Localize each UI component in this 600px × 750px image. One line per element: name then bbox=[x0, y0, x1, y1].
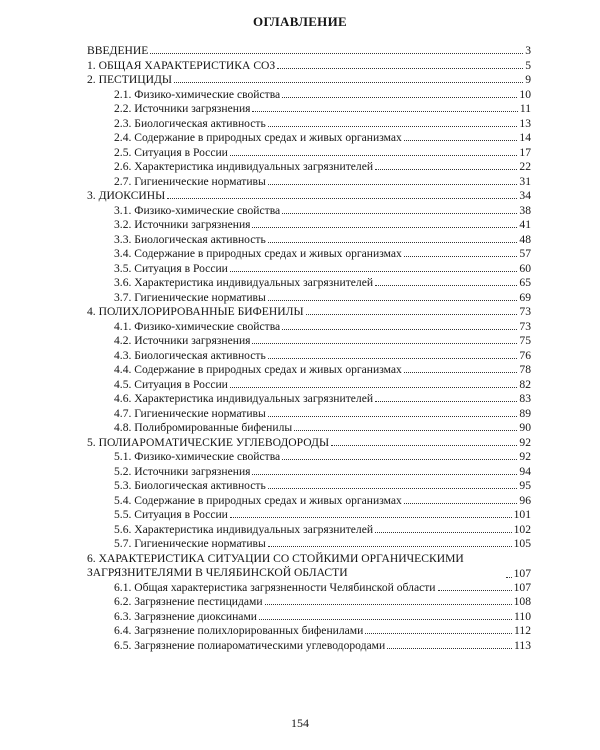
toc-entry-page: 38 bbox=[519, 203, 531, 217]
toc-entry-page: 92 bbox=[519, 435, 531, 449]
dot-leader bbox=[404, 372, 518, 373]
toc-entry-title: 3.4. Содержание в природных средах и живых организмах bbox=[114, 247, 402, 260]
toc-entry-page: 105 bbox=[513, 537, 531, 550]
toc-entry-title: 5.5. Ситуация в России bbox=[114, 508, 228, 521]
dot-leader bbox=[375, 532, 512, 533]
toc-entry-page: 73 bbox=[519, 319, 531, 333]
toc-entry-page: 22 bbox=[519, 160, 531, 173]
toc-entry-page: 108 bbox=[513, 595, 531, 608]
toc-subsection-entry[interactable] bbox=[87, 349, 531, 364]
toc-entry-title: 6.3. Загрязнение диоксинами bbox=[114, 609, 257, 623]
toc-entry-page: 112 bbox=[514, 624, 531, 637]
toc-entry-page: 48 bbox=[519, 232, 531, 246]
toc-entry-page: 14 bbox=[519, 131, 531, 144]
table-of-contents bbox=[87, 44, 531, 653]
toc-entry-page: 60 bbox=[519, 261, 531, 275]
toc-entry-title: 3.3. Биологическая активность bbox=[114, 232, 266, 246]
toc-section-entry[interactable] bbox=[87, 59, 531, 74]
toc-entry-page: 57 bbox=[519, 247, 531, 260]
toc-entry-page: 101 bbox=[513, 508, 531, 521]
toc-entry-title: 2. ПЕСТИЦИДЫ bbox=[87, 73, 173, 86]
toc-subsection-entry[interactable] bbox=[87, 523, 531, 538]
toc-entry-page: 69 bbox=[519, 290, 531, 304]
toc-entry-title: 3.1. Физико-химические свойства bbox=[114, 203, 281, 217]
dot-leader bbox=[404, 140, 518, 141]
toc-entry-page: 82 bbox=[519, 377, 531, 391]
toc-subsection-entry[interactable] bbox=[87, 160, 531, 175]
toc-subsection-entry[interactable] bbox=[87, 204, 531, 219]
toc-subsection-entry[interactable] bbox=[87, 363, 531, 378]
toc-section-entry[interactable] bbox=[87, 73, 531, 88]
toc-entry-title: 3. ДИОКСИНЫ bbox=[87, 189, 166, 202]
toc-entry-title: 2.6. Характеристика индивидуальных загрязнителей bbox=[114, 160, 374, 173]
dot-leader bbox=[282, 97, 517, 98]
dot-leader bbox=[277, 68, 523, 69]
dot-leader bbox=[268, 546, 512, 547]
dot-leader bbox=[282, 459, 517, 460]
dot-leader bbox=[404, 503, 518, 504]
dot-leader bbox=[331, 445, 517, 446]
toc-entry-page: 10 bbox=[519, 87, 531, 101]
toc-entry-title: 4.2. Источники загрязнения bbox=[114, 334, 251, 347]
toc-entry-page: 78 bbox=[519, 363, 531, 376]
dot-leader bbox=[268, 488, 518, 489]
toc-subsection-entry[interactable] bbox=[87, 494, 531, 509]
toc-entry-title: 6. ХАРАКТЕРИСТИКА СИТУАЦИИ СО СТОЙКИМИ ОРГАНИЧЕСКИМИ ЗАГРЯЗНИТЕЛЯМИ В ЧЕЛЯБИНСКОЙ ОБЛАСТИ bbox=[87, 551, 464, 579]
toc-entry-page: 107 bbox=[513, 566, 531, 580]
toc-entry-title: 5.6. Характеристика индивидуальных загрязнителей bbox=[114, 522, 374, 536]
toc-entry-page: 3 bbox=[525, 44, 531, 57]
toc-entry-title: 6.2. Загрязнение пестицидами bbox=[114, 595, 263, 608]
toc-subsection-entry[interactable] bbox=[87, 508, 531, 523]
dot-leader bbox=[252, 343, 517, 344]
toc-section-entry[interactable] bbox=[87, 305, 531, 320]
toc-subsection-entry[interactable] bbox=[87, 262, 531, 277]
dot-leader bbox=[174, 82, 523, 83]
toc-entry-title: 1. ОБЩАЯ ХАРАКТЕРИСТИКА СОЗ bbox=[87, 58, 276, 72]
toc-entry-title: 2.3. Биологическая активность bbox=[114, 116, 266, 130]
toc-subsection-entry[interactable] bbox=[87, 610, 531, 625]
toc-entry-page: 76 bbox=[519, 348, 531, 362]
dot-leader bbox=[268, 358, 518, 359]
dot-leader bbox=[365, 633, 512, 634]
toc-subsection-entry[interactable] bbox=[87, 407, 531, 422]
dot-leader bbox=[268, 184, 518, 185]
toc-entry-title: 5.1. Физико-химические свойства bbox=[114, 450, 281, 463]
toc-section-entry[interactable] bbox=[87, 436, 531, 451]
toc-entry-title: 4.6. Характеристика индивидуальных загрязнителей bbox=[114, 392, 374, 405]
toc-entry-page: 5 bbox=[525, 58, 531, 72]
dot-leader bbox=[268, 300, 518, 301]
toc-subsection-entry[interactable] bbox=[87, 146, 531, 161]
toc-entry-page: 90 bbox=[519, 421, 531, 434]
toc-entry-title: 5. ПОЛИАРОМАТИЧЕСКИЕ УГЛЕВОДОРОДЫ bbox=[87, 435, 330, 449]
toc-entry-title: 6.1. Общая характеристика загрязненности Челябинской области bbox=[114, 580, 436, 594]
toc-entry-page: 95 bbox=[519, 479, 531, 492]
toc-subsection-entry[interactable] bbox=[87, 247, 531, 262]
toc-subsection-entry[interactable] bbox=[87, 450, 531, 465]
dot-leader bbox=[230, 155, 518, 156]
dot-leader bbox=[252, 227, 517, 228]
toc-entry-page: 83 bbox=[519, 392, 531, 405]
toc-subsection-entry[interactable] bbox=[87, 421, 531, 436]
toc-subsection-entry[interactable] bbox=[87, 595, 531, 610]
toc-entry-page: 92 bbox=[519, 450, 531, 463]
page-title: ОГЛАВЛЕНИЕ bbox=[253, 14, 347, 29]
dot-leader bbox=[167, 198, 517, 199]
toc-entry-title: 3.6. Характеристика индивидуальных загрязнителей bbox=[114, 276, 374, 289]
dot-leader bbox=[268, 126, 518, 127]
toc-entry-title: 5.4. Содержание в природных средах и живых организмах bbox=[114, 493, 402, 507]
toc-entry-page: 65 bbox=[519, 276, 531, 289]
toc-subsection-entry[interactable] bbox=[87, 581, 531, 596]
dot-leader bbox=[306, 314, 518, 315]
dot-leader bbox=[282, 329, 517, 330]
toc-entry-page: 96 bbox=[519, 493, 531, 507]
toc-entry-title: 4.8. Полибромированные бифенилы bbox=[114, 421, 293, 434]
toc-subsection-entry[interactable] bbox=[87, 276, 531, 291]
toc-entry-title: 4.4. Содержание в природных средах и живых организмах bbox=[114, 363, 402, 376]
toc-entry-page: 17 bbox=[519, 145, 531, 159]
toc-entry-title: 5.2. Источники загрязнения bbox=[114, 464, 251, 478]
toc-entry-page: 34 bbox=[519, 189, 531, 202]
toc-entry-title: 5.3. Биологическая активность bbox=[114, 479, 266, 492]
toc-section-entry[interactable] bbox=[87, 44, 531, 59]
toc-subsection-entry[interactable] bbox=[87, 131, 531, 146]
toc-entry-page: 41 bbox=[519, 218, 531, 231]
dot-leader bbox=[294, 430, 517, 431]
toc-entry-title: 2.2. Источники загрязнения bbox=[114, 102, 251, 115]
toc-subsection-entry[interactable] bbox=[87, 218, 531, 233]
dot-leader bbox=[506, 577, 512, 578]
toc-entry-page: 89 bbox=[519, 406, 531, 420]
toc-subsection-entry[interactable] bbox=[87, 233, 531, 248]
toc-subsection-entry[interactable] bbox=[87, 117, 531, 132]
toc-entry-title: 6.4. Загрязнение полихлорированных бифенилами bbox=[114, 624, 364, 637]
dot-leader bbox=[268, 242, 518, 243]
toc-entry-title: 4.7. Гигиенические нормативы bbox=[114, 406, 266, 420]
toc-entry-page: 13 bbox=[519, 116, 531, 130]
toc-section-entry[interactable] bbox=[87, 552, 531, 581]
dot-leader bbox=[404, 256, 518, 257]
toc-entry-title: 2.7. Гигиенические нормативы bbox=[114, 174, 266, 188]
dot-leader bbox=[150, 53, 523, 54]
toc-entry-title: 4.5. Ситуация в России bbox=[114, 377, 228, 391]
toc-subsection-entry[interactable] bbox=[87, 102, 531, 117]
toc-entry-title: 3.5. Ситуация в России bbox=[114, 261, 228, 275]
dot-leader bbox=[375, 285, 517, 286]
toc-entry-title: 4. ПОЛИХЛОРИРОВАННЫЕ БИФЕНИЛЫ bbox=[87, 305, 304, 318]
dot-leader bbox=[375, 401, 517, 402]
toc-entry-title: 2.5. Ситуация в России bbox=[114, 145, 228, 159]
dot-leader bbox=[375, 169, 517, 170]
toc-entry-title: 3.7. Гигиенические нормативы bbox=[114, 290, 266, 304]
toc-entry-title: 3.2. Источники загрязнения bbox=[114, 218, 251, 231]
toc-subsection-entry[interactable] bbox=[87, 334, 531, 349]
dot-leader bbox=[282, 213, 517, 214]
toc-entry-page: 110 bbox=[514, 609, 531, 623]
dot-leader bbox=[252, 111, 517, 112]
toc-entry-title: 6.5. Загрязнение полиароматическими углеводородами bbox=[114, 638, 386, 652]
dot-leader bbox=[387, 648, 512, 649]
toc-entry-title: 2.4. Содержание в природных средах и живых организмах bbox=[114, 131, 402, 144]
toc-entry-page: 107 bbox=[513, 580, 531, 594]
toc-entry-title: 2.1. Физико-химические свойства bbox=[114, 87, 281, 101]
toc-subsection-entry[interactable] bbox=[87, 88, 531, 103]
toc-subsection-entry[interactable] bbox=[87, 537, 531, 552]
toc-entry-page: 94 bbox=[519, 464, 531, 478]
toc-entry-page: 9 bbox=[525, 73, 531, 86]
dot-leader bbox=[230, 387, 518, 388]
toc-subsection-entry[interactable] bbox=[87, 320, 531, 335]
toc-entry-page: 11 bbox=[519, 102, 531, 115]
dot-leader bbox=[230, 517, 512, 518]
page-number: 154 bbox=[291, 716, 309, 730]
toc-subsection-entry[interactable] bbox=[87, 392, 531, 407]
dot-leader bbox=[268, 416, 518, 417]
dot-leader bbox=[230, 271, 518, 272]
toc-subsection-entry[interactable] bbox=[87, 639, 531, 654]
toc-entry-title: 4.3. Биологическая активность bbox=[114, 348, 266, 362]
toc-entry-page: 75 bbox=[519, 334, 531, 347]
toc-subsection-entry[interactable] bbox=[87, 378, 531, 393]
toc-subsection-entry[interactable] bbox=[87, 175, 531, 190]
dot-leader bbox=[252, 474, 517, 475]
toc-subsection-entry[interactable] bbox=[87, 624, 531, 639]
dot-leader bbox=[259, 619, 512, 620]
toc-subsection-entry[interactable] bbox=[87, 465, 531, 480]
dot-leader bbox=[438, 590, 512, 591]
toc-section-entry[interactable] bbox=[87, 189, 531, 204]
toc-entry-title: 4.1. Физико-химические свойства bbox=[114, 319, 281, 333]
toc-entry-title: ВВЕДЕНИЕ bbox=[87, 44, 149, 57]
toc-subsection-entry[interactable] bbox=[87, 291, 531, 306]
toc-entry-page: 113 bbox=[514, 638, 531, 652]
toc-entry-page: 102 bbox=[513, 522, 531, 536]
dot-leader bbox=[265, 604, 512, 605]
toc-entry-page: 73 bbox=[519, 305, 531, 318]
toc-entry-title: 5.7. Гигиенические нормативы bbox=[114, 537, 266, 550]
toc-subsection-entry[interactable] bbox=[87, 479, 531, 494]
toc-entry-page: 31 bbox=[519, 174, 531, 188]
